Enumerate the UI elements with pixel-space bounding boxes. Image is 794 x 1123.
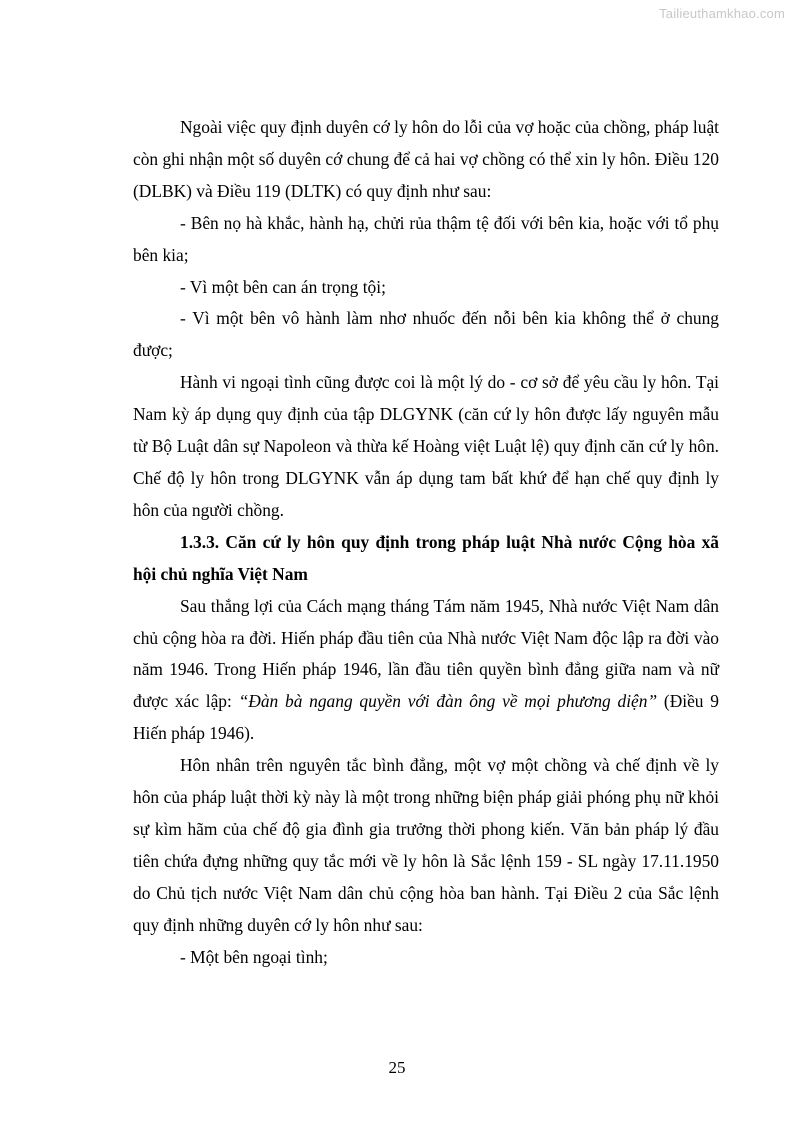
paragraph-3-citation: (Điều 9 Hiến pháp 1946). (133, 691, 719, 744)
list-item-3: - Vì một bên vô hành làm nhơ nhuốc đến nỗi bên kia không thể ở chung được; (133, 308, 719, 361)
watermark: Tailieuthamkhao.com (659, 6, 785, 21)
list-item-2: - Vì một bên can án trọng tội; (180, 276, 386, 297)
paragraph-2: Hành vi ngoại tình cũng được coi là một lý do - cơ sở để yêu cầu ly hôn. Tại Nam kỳ áp dụng quy định của tập DLGYNK (căn cứ ly hôn được lấy nguyên mẫu từ Bộ Luật dân sự Napoleon và thừa kế Hoàng việt Luật lệ) quy định căn cứ ly hôn. Chế độ ly hôn trong DLGYNK vẫn áp dụng tam bất khứ để hạn chế quy định ly hôn của người chồng. (133, 372, 719, 520)
paragraph-1: Ngoài việc quy định duyên cớ ly hôn do lỗi của vợ hoặc của chồng, pháp luật còn ghi nhận một số duyên cớ chung để cả hai vợ chồng có thể xin ly hôn. Điều 120 (DLBK) và Điều 119 (DLTK) có quy định như sau: (133, 117, 719, 201)
section-heading: 1.3.3. Căn cứ ly hôn quy định trong pháp luật Nhà nước Cộng hòa xã hội chủ nghĩa Việt Nam (133, 531, 719, 584)
paragraph-3-text: Sau thắng lợi của Cách mạng tháng Tám năm 1945, Nhà nước Việt Nam dân chủ cộng hòa ra đời. Hiến pháp đầu tiên của Nhà nước Việt Nam độc lập ra đời vào năm 1946. Trong Hiến pháp 1946, lần đầu tiên quyền bình đẳng giữa nam và nữ được xác lập: (133, 595, 719, 712)
list-item-4: - Một bên ngoại tình; (180, 946, 328, 967)
paragraph-3 (133, 591, 719, 751)
paragraph-4: Hôn nhân trên nguyên tắc bình đẳng, một vợ một chồng và chế định về ly hôn của pháp luật thời kỳ này là một trong những biện pháp giải phóng phụ nữ khỏi sự kìm hãm của chế độ gia đình gia trưởng thời phong kiến. Văn bản pháp lý đầu tiên chứa đựng những quy tắc mới về ly hôn là Sắc lệnh 159 - SL ngày 17.11.1950 do Chủ tịch nước Việt Nam dân chủ cộng hòa ban hành. Tại Điều 2 của Sắc lệnh quy định những duyên cớ ly hôn như sau: (133, 755, 719, 935)
page-body (133, 112, 719, 973)
page-number: 25 (388, 1058, 406, 1077)
list-item-1: - Bên nọ hà khắc, hành hạ, chửi rủa thậm tệ đối với bên kia, hoặc với tổ phụ bên kia; (133, 212, 719, 265)
constitution-quote: “Đàn bà ngang quyền với đàn ông về mọi phương diện” (238, 691, 658, 712)
